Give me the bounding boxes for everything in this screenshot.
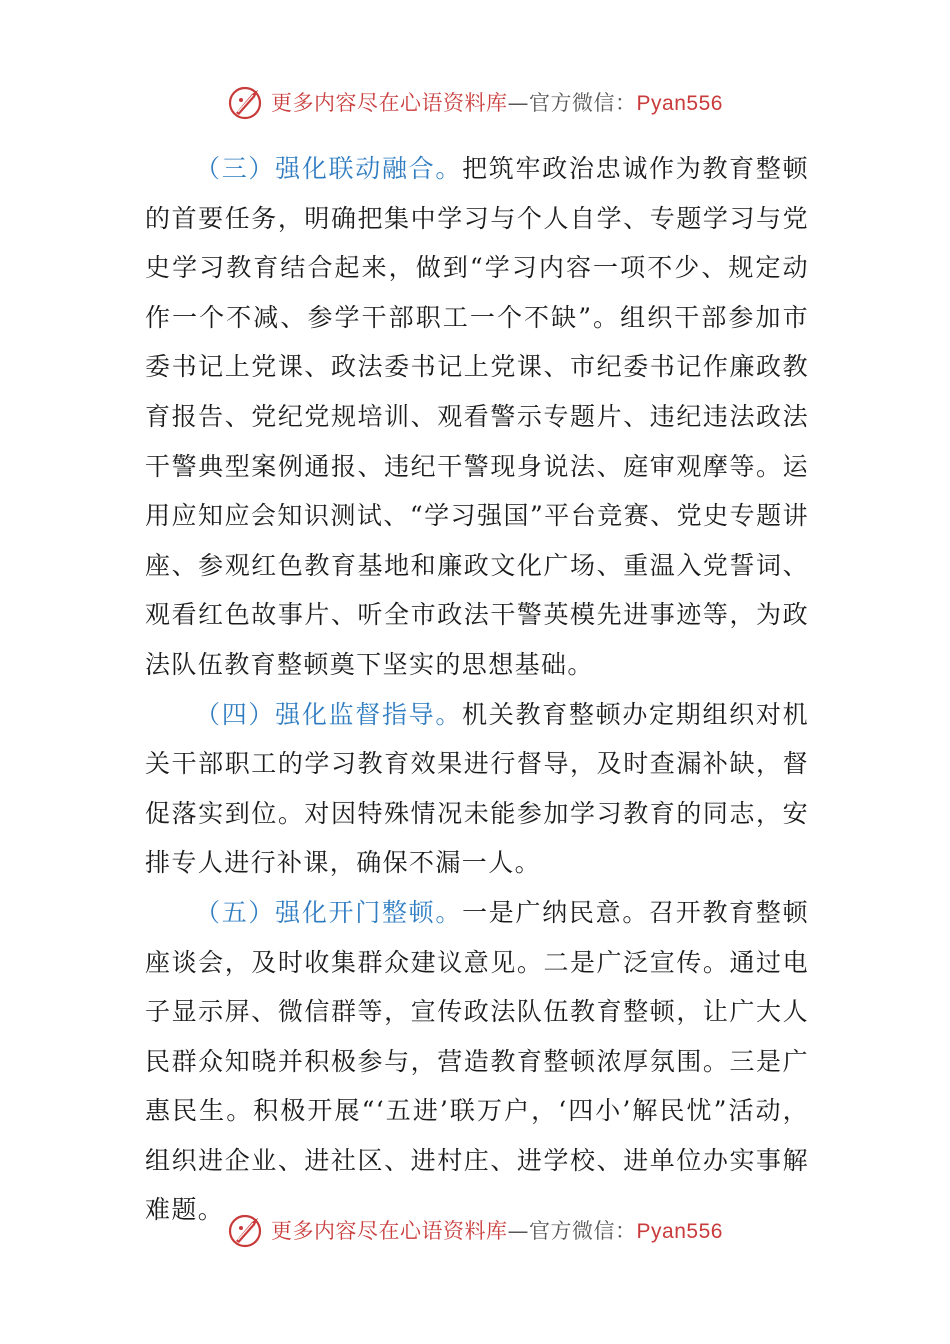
watermark-site-text: 更多内容尽在心语资料库 [271,91,508,115]
paragraph-section-5 [145,888,809,1235]
paragraph-section-4 [145,690,809,888]
footer-watermark-banner [0,1208,950,1252]
section-body-3: 把筑牢政治忠诚作为教育整顿的首要任务，明确把集中学习与个人自学、专题学习与党史学习教育结合起来，做到“学习内容一项不少、规定动作一个不减、参学干部职工一个不缺”。组织干部参加市委书记上党课、政法委书记上党课、市纪委书记作廉政教育报告、党纪党规培训、观看警示专题片、违纪违法政法干警典型案例通报、违纪干警现身说法、庭审观摩等。运用应知应会知识测试、“学习强国”平台竞赛、党史专题讲座、参观红色教育基地和廉政文化广场、重温入党誓词、观看红色故事片、听全市政法干警英模先进事迹等，为政法队伍教育整顿奠下坚实的思想基础。 [145,154,809,679]
section-heading-5: （五）强化开门整顿。 [195,897,463,927]
pen-nib-logo-icon [227,1210,267,1250]
section-heading-3: （三）强化联动融合。 [195,154,463,183]
section-body-5: 一是广纳民意。召开教育整顿座谈会，及时收集群众建议意见。二是广泛宣传。通过电子显示屏、微信群等，宣传政法队伍教育整顿，让广大人民群众知晓并积极参与，营造教育整顿浓厚氛围。三是广惠民生。积极开展“‘五进’联万户，‘四小’解民忧”活动，组织进企业、进社区、进村庄、进学校、进单位办实事解难题。 [145,897,809,1225]
header-watermark-banner [0,80,950,124]
watermark-text [271,87,723,117]
pen-nib-logo-icon [227,82,267,122]
watermark-wechat-id: Pyan556 [636,1220,723,1243]
paragraph-section-3 [145,144,809,690]
watermark-wechat-id: Pyan556 [636,92,723,115]
watermark-official-text: —官方微信： [507,1219,637,1243]
watermark-official-text: —官方微信： [507,91,637,115]
section-heading-4: （四）强化监督指导。 [195,699,463,729]
watermark-site-text: 更多内容尽在心语资料库 [271,1219,508,1243]
section-body-4: 机关教育整顿办定期组织对机关干部职工的学习教育效果进行督导，及时查漏补缺，督促落实到位。对因特殊情况未能参加学习教育的同志，安排专人进行补课，确保不漏一人。 [145,699,809,878]
watermark-text [271,1215,723,1245]
document-body [145,144,809,1235]
